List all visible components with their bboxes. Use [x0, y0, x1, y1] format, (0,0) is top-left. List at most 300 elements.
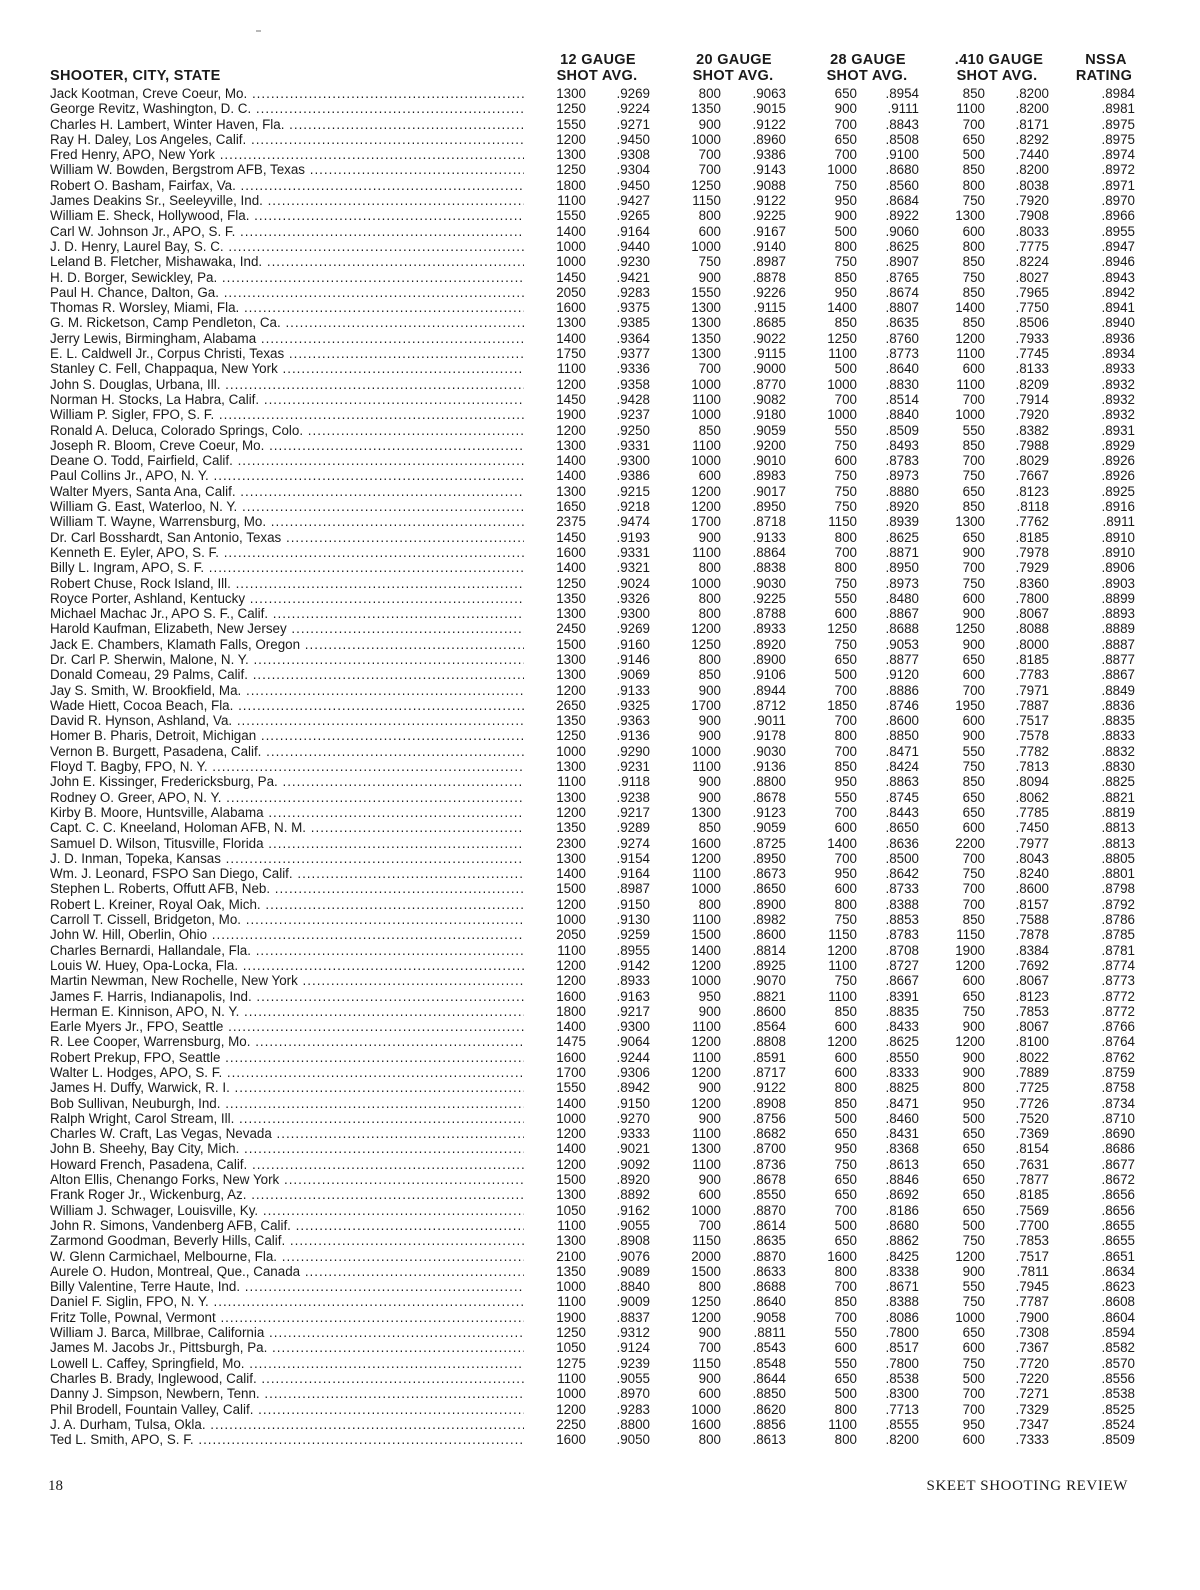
table-row [48, 897, 1138, 912]
shots-28-gauge: 500 [834, 223, 857, 239]
avg-12-gauge: .9363 [616, 713, 650, 729]
nssa-rating: .8899 [1101, 590, 1135, 606]
shots-12-gauge: 1400 [556, 560, 586, 576]
avg-12-gauge: .9237 [616, 407, 650, 423]
avg-12-gauge: .9163 [616, 988, 650, 1004]
shots-410-gauge: 900 [962, 728, 985, 744]
shots-28-gauge: 1100 [828, 346, 857, 362]
shots-28-gauge: 1400 [827, 300, 857, 316]
shots-28-gauge: 1850 [827, 697, 857, 713]
avg-410-gauge: .7800 [1015, 590, 1049, 606]
shots-28-gauge: 950 [834, 866, 857, 882]
table-row [48, 591, 1138, 606]
avg-20-gauge: .8908 [752, 1095, 786, 1111]
ratings-table [48, 86, 1138, 1447]
shooter-name: Robert L. Kreiner, Royal Oak, Mich. ..... [50, 897, 524, 912]
shooter-name: Carl W. Johnson Jr., APO, S. F. ..... [50, 224, 524, 239]
shots-410-gauge: 650 [962, 789, 985, 805]
avg-410-gauge: .8029 [1015, 453, 1049, 469]
shooter-name: James F. Harris, Indianapolis, Ind. ..... [50, 989, 524, 1004]
avg-410-gauge: .8240 [1015, 866, 1049, 882]
shots-20-gauge: 800 [698, 1432, 721, 1448]
shots-28-gauge: 800 [834, 896, 857, 912]
shooter-name: Danny J. Simpson, Newbern, Tenn. ..... [50, 1386, 524, 1401]
shots-28-gauge: 600 [834, 881, 857, 897]
nssa-rating: .8762 [1101, 1049, 1135, 1065]
shots-28-gauge: 650 [834, 1187, 857, 1203]
avg-12-gauge: .8800 [616, 1416, 650, 1432]
avg-410-gauge: .7988 [1015, 437, 1049, 453]
avg-12-gauge: .9440 [616, 238, 650, 254]
nssa-rating: .8911 [1102, 514, 1135, 530]
avg-28-gauge: .8388 [885, 896, 919, 912]
shots-410-gauge: 900 [962, 606, 985, 622]
shots-12-gauge: 1450 [556, 391, 586, 407]
table-row [48, 1264, 1138, 1279]
avg-410-gauge: .8600 [1015, 881, 1049, 897]
shots-20-gauge: 1000 [691, 1202, 721, 1218]
avg-20-gauge: .8640 [752, 1294, 786, 1310]
avg-12-gauge: .9421 [616, 269, 650, 285]
avg-28-gauge: .8850 [885, 728, 919, 744]
shots-410-gauge: 1000 [955, 407, 985, 423]
avg-28-gauge: .8625 [885, 1034, 919, 1050]
shots-20-gauge: 800 [698, 560, 721, 576]
table-row [48, 790, 1138, 805]
nssa-rating: .8655 [1101, 1217, 1135, 1233]
nssa-rating: .8772 [1101, 1003, 1135, 1019]
shooter-name: Zarmond Goodman, Beverly Hills, Calif. ..... [50, 1233, 524, 1248]
avg-410-gauge: .8067 [1015, 973, 1049, 989]
avg-410-gauge: .7725 [1015, 1080, 1049, 1096]
nssa-rating: .8604 [1101, 1309, 1135, 1325]
avg-20-gauge: .8682 [752, 1126, 786, 1142]
table-row [48, 1203, 1138, 1218]
avg-12-gauge: .9274 [616, 835, 650, 851]
table-row [48, 851, 1138, 866]
avg-20-gauge: .8920 [752, 636, 786, 652]
avg-410-gauge: .8157 [1015, 896, 1049, 912]
avg-28-gauge: .8886 [885, 682, 919, 698]
avg-20-gauge: .9133 [752, 529, 786, 545]
shots-28-gauge: 550 [834, 1355, 857, 1371]
shots-28-gauge: 800 [834, 560, 857, 576]
shots-20-gauge: 900 [698, 1110, 721, 1126]
header-28-gauge: 28 GAUGE [830, 52, 906, 68]
table-row [48, 1402, 1138, 1417]
table-row [48, 1356, 1138, 1371]
shots-12-gauge: 1800 [556, 177, 586, 193]
nssa-rating: .8830 [1101, 759, 1135, 775]
shooter-name: Charles W. Craft, Las Vegas, Nevada ..... [50, 1126, 524, 1141]
table-row [48, 530, 1138, 545]
avg-410-gauge: .8185 [1015, 529, 1049, 545]
shots-20-gauge: 1500 [691, 927, 721, 943]
shooter-name: E. L. Caldwell Jr., Corpus Christi, Texas ..... [50, 346, 524, 361]
shots-20-gauge: 1000 [691, 453, 721, 469]
avg-28-gauge: .9120 [885, 667, 919, 683]
avg-20-gauge: .9140 [752, 238, 786, 254]
avg-20-gauge: .8982 [752, 912, 786, 928]
avg-12-gauge: .9300 [616, 606, 650, 622]
avg-410-gauge: .7853 [1015, 1233, 1049, 1249]
nssa-rating: .8975 [1101, 131, 1135, 147]
shots-410-gauge: 750 [962, 1003, 985, 1019]
avg-20-gauge: .8614 [752, 1217, 786, 1233]
shots-410-gauge: 850 [962, 499, 985, 515]
shots-12-gauge: 1300 [556, 1233, 586, 1249]
avg-410-gauge: .7853 [1015, 1003, 1049, 1019]
shots-12-gauge: 1050 [556, 1340, 586, 1356]
avg-28-gauge: .8877 [885, 651, 919, 667]
avg-12-gauge: .9089 [616, 1263, 650, 1279]
shots-20-gauge: 1100 [692, 912, 721, 928]
shots-410-gauge: 850 [962, 774, 985, 790]
avg-20-gauge: .8838 [752, 560, 786, 576]
avg-410-gauge: .8033 [1015, 223, 1049, 239]
shots-28-gauge: 700 [834, 743, 857, 759]
nssa-rating: .8836 [1101, 697, 1135, 713]
shots-410-gauge: 1000 [955, 1309, 985, 1325]
avg-28-gauge: .8555 [885, 1416, 919, 1432]
avg-28-gauge: .8922 [885, 208, 919, 224]
shooter-name: Jerry Lewis, Birmingham, Alabama ..... [50, 331, 524, 346]
avg-12-gauge: .9146 [616, 651, 650, 667]
shots-12-gauge: 1000 [556, 238, 586, 254]
shooter-name: Rodney O. Greer, APO, N. Y. ..... [50, 790, 524, 805]
avg-410-gauge: .8043 [1015, 850, 1049, 866]
avg-12-gauge: .9244 [616, 1049, 650, 1065]
table-row [48, 1172, 1138, 1187]
shots-12-gauge: 1600 [556, 1432, 586, 1448]
shots-410-gauge: 500 [962, 147, 985, 163]
shots-12-gauge: 1550 [556, 1080, 586, 1096]
nssa-rating: .8710 [1101, 1110, 1135, 1126]
shots-20-gauge: 1000 [691, 1401, 721, 1417]
shooter-name: John W. Hill, Oberlin, Ohio ..... [50, 927, 524, 942]
shots-28-gauge: 900 [834, 208, 857, 224]
nssa-rating: .8781 [1101, 942, 1135, 958]
shots-28-gauge: 800 [834, 1432, 857, 1448]
avg-12-gauge: .9230 [616, 254, 650, 270]
shots-20-gauge: 2000 [691, 1248, 721, 1264]
avg-12-gauge: .9358 [616, 376, 650, 392]
shots-410-gauge: 700 [962, 391, 985, 407]
shots-410-gauge: 700 [962, 453, 985, 469]
shots-12-gauge: 1000 [556, 912, 586, 928]
shots-12-gauge: 1300 [556, 437, 586, 453]
shots-28-gauge: 650 [834, 1233, 857, 1249]
shots-28-gauge: 850 [834, 1294, 857, 1310]
avg-20-gauge: .8788 [752, 606, 786, 622]
avg-28-gauge: .8853 [885, 912, 919, 928]
shooter-name: David R. Hynson, Ashland, Va. ..... [50, 713, 524, 728]
avg-28-gauge: .8708 [885, 942, 919, 958]
avg-12-gauge: .9386 [616, 468, 650, 484]
nssa-rating: .8608 [1101, 1294, 1135, 1310]
shots-12-gauge: 1350 [556, 590, 586, 606]
shots-20-gauge: 1100 [692, 437, 721, 453]
shooter-name: Billy L. Ingram, APO, S. F. ..... [50, 560, 524, 575]
avg-20-gauge: .9136 [752, 759, 786, 775]
avg-12-gauge: .9271 [616, 116, 650, 132]
shots-410-gauge: 650 [962, 1187, 985, 1203]
shots-28-gauge: 600 [834, 1340, 857, 1356]
table-row [48, 1096, 1138, 1111]
shots-20-gauge: 600 [698, 1187, 721, 1203]
shots-20-gauge: 1600 [691, 835, 721, 851]
avg-410-gauge: .8067 [1015, 1019, 1049, 1035]
shots-410-gauge: 750 [962, 1233, 985, 1249]
shots-28-gauge: 900 [834, 101, 857, 117]
avg-12-gauge: .9055 [616, 1217, 650, 1233]
shots-12-gauge: 2050 [556, 927, 586, 943]
avg-28-gauge: .8825 [885, 1080, 919, 1096]
avg-410-gauge: .8038 [1015, 177, 1049, 193]
avg-12-gauge: .9215 [616, 483, 650, 499]
avg-12-gauge: .9308 [616, 147, 650, 163]
shots-28-gauge: 650 [834, 1126, 857, 1142]
nssa-rating: .8893 [1101, 606, 1135, 622]
table-row [48, 973, 1138, 988]
nssa-rating: .8798 [1101, 881, 1135, 897]
avg-410-gauge: .8094 [1015, 774, 1049, 790]
nssa-rating: .8910 [1101, 544, 1135, 560]
avg-28-gauge: .8733 [885, 881, 919, 897]
shots-12-gauge: 1275 [556, 1355, 586, 1371]
shots-20-gauge: 700 [698, 1340, 721, 1356]
shots-28-gauge: 550 [834, 422, 857, 438]
avg-12-gauge: .9333 [616, 1126, 650, 1142]
avg-20-gauge: .8650 [752, 881, 786, 897]
shots-20-gauge: 1100 [692, 866, 721, 882]
avg-20-gauge: .9088 [752, 177, 786, 193]
avg-20-gauge: .9030 [752, 575, 786, 591]
avg-20-gauge: .8591 [752, 1049, 786, 1065]
shooter-name: Martin Newman, New Rochelle, New York ..... [50, 973, 524, 988]
avg-20-gauge: .8756 [752, 1110, 786, 1126]
avg-410-gauge: .7908 [1015, 208, 1049, 224]
shots-12-gauge: 2300 [556, 835, 586, 851]
avg-20-gauge: .9070 [752, 973, 786, 989]
avg-20-gauge: .8808 [752, 1034, 786, 1050]
avg-28-gauge: .8640 [885, 361, 919, 377]
avg-20-gauge: .8821 [752, 988, 786, 1004]
shooter-name: Billy Valentine, Terre Haute, Ind. ..... [50, 1279, 524, 1294]
shots-410-gauge: 950 [962, 1416, 985, 1432]
avg-28-gauge: .8765 [885, 269, 919, 285]
shots-20-gauge: 1100 [692, 1126, 721, 1142]
shots-28-gauge: 800 [834, 238, 857, 254]
shots-20-gauge: 1100 [692, 1019, 721, 1035]
shots-410-gauge: 750 [962, 193, 985, 209]
nssa-rating: .8906 [1101, 560, 1135, 576]
nssa-rating: .8801 [1101, 866, 1135, 882]
shooter-name: Jay S. Smith, W. Brookfield, Ma. ..... [50, 683, 524, 698]
shots-28-gauge: 750 [834, 177, 857, 193]
nssa-rating: .8887 [1101, 636, 1135, 652]
shots-410-gauge: 900 [962, 1049, 985, 1065]
avg-20-gauge: .8700 [752, 1141, 786, 1157]
avg-410-gauge: .7750 [1015, 300, 1049, 316]
nssa-rating: .8509 [1101, 1432, 1135, 1448]
shooter-name: William E. Sheck, Hollywood, Fla. ..... [50, 208, 524, 223]
header-410-gauge: .410 GAUGE [954, 52, 1044, 68]
shooter-name: Ronald A. Deluca, Colorado Springs, Colo. ..... [50, 423, 524, 438]
avg-28-gauge: .8907 [885, 254, 919, 270]
avg-12-gauge: .8840 [616, 1279, 650, 1295]
avg-28-gauge: .9100 [885, 147, 919, 163]
avg-20-gauge: .9022 [752, 330, 786, 346]
shots-12-gauge: 2375 [556, 514, 586, 530]
avg-28-gauge: .8867 [885, 606, 919, 622]
shots-20-gauge: 1200 [691, 957, 721, 973]
avg-20-gauge: .8712 [752, 697, 786, 713]
shooter-name: William J. Barca, Millbrae, California ..... [50, 1325, 524, 1340]
table-row [48, 514, 1138, 529]
shots-12-gauge: 1300 [556, 789, 586, 805]
avg-20-gauge: .8550 [752, 1187, 786, 1203]
shots-12-gauge: 1300 [556, 147, 586, 163]
avg-28-gauge: .8471 [885, 743, 919, 759]
shooter-name: Ted L. Smith, APO, S. F. ..... [50, 1432, 524, 1447]
shots-28-gauge: 1200 [827, 1034, 857, 1050]
nssa-rating: .8634 [1101, 1263, 1135, 1279]
avg-12-gauge: .9193 [616, 529, 650, 545]
avg-410-gauge: .7520 [1015, 1110, 1049, 1126]
shots-28-gauge: 600 [834, 1049, 857, 1065]
avg-20-gauge: .8864 [752, 544, 786, 560]
shots-28-gauge: 550 [834, 1325, 857, 1341]
shooter-name: Vernon B. Burgett, Pasadena, Calif. ..... [50, 744, 524, 759]
shots-28-gauge: 800 [834, 1263, 857, 1279]
shots-410-gauge: 1400 [955, 300, 985, 316]
avg-12-gauge: .9009 [616, 1294, 650, 1310]
shots-410-gauge: 850 [962, 254, 985, 270]
avg-410-gauge: .7450 [1015, 820, 1049, 836]
shots-12-gauge: 1300 [556, 759, 586, 775]
nssa-rating: .8825 [1101, 774, 1135, 790]
avg-12-gauge: .9428 [616, 391, 650, 407]
avg-410-gauge: .8062 [1015, 789, 1049, 805]
shots-410-gauge: 600 [962, 820, 985, 836]
table-row [48, 438, 1138, 453]
table-row [48, 1432, 1138, 1447]
table-row [48, 560, 1138, 575]
avg-410-gauge: .7813 [1015, 759, 1049, 775]
shots-12-gauge: 1500 [556, 636, 586, 652]
avg-410-gauge: .8224 [1015, 254, 1049, 270]
avg-12-gauge: .9130 [616, 912, 650, 928]
avg-20-gauge: .9011 [753, 713, 786, 729]
avg-28-gauge: .8538 [885, 1370, 919, 1386]
table-row [48, 453, 1138, 468]
avg-12-gauge: .9250 [616, 422, 650, 438]
table-row [48, 1050, 1138, 1065]
shots-20-gauge: 1250 [691, 1294, 721, 1310]
avg-28-gauge: .8760 [885, 330, 919, 346]
avg-12-gauge: .9331 [616, 544, 650, 560]
avg-410-gauge: .7762 [1015, 514, 1049, 530]
shooter-name: William J. Schwager, Louisville, Ky. ..... [50, 1203, 524, 1218]
shots-12-gauge: 1000 [556, 1110, 586, 1126]
shots-410-gauge: 1100 [956, 346, 985, 362]
avg-20-gauge: .9122 [752, 193, 786, 209]
shots-410-gauge: 900 [962, 636, 985, 652]
avg-20-gauge: .8548 [752, 1355, 786, 1371]
avg-20-gauge: .9030 [752, 743, 786, 759]
shooter-name: Fritz Tolle, Pownal, Vermont ..... [50, 1310, 524, 1325]
shots-20-gauge: 1000 [691, 407, 721, 423]
shooter-name: Kenneth E. Eyler, APO, S. F. ..... [50, 545, 524, 560]
shooter-name: Bob Sullivan, Neuburgh, Ind. ..... [50, 1096, 524, 1111]
table-row [48, 1187, 1138, 1202]
avg-28-gauge: .8642 [885, 866, 919, 882]
shots-20-gauge: 1000 [691, 973, 721, 989]
avg-410-gauge: .8384 [1015, 942, 1049, 958]
shooter-name: Samuel D. Wilson, Titusville, Florida ..... [50, 836, 524, 851]
avg-12-gauge: .9064 [616, 1034, 650, 1050]
avg-28-gauge: .8843 [885, 116, 919, 132]
nssa-rating: .8582 [1101, 1340, 1135, 1356]
shots-12-gauge: 1200 [556, 131, 586, 147]
table-row [48, 1111, 1138, 1126]
shots-28-gauge: 650 [834, 86, 857, 101]
shots-20-gauge: 1150 [692, 1355, 721, 1371]
shots-12-gauge: 1250 [556, 575, 586, 591]
shots-28-gauge: 500 [834, 1386, 857, 1402]
shots-12-gauge: 1200 [556, 957, 586, 973]
shooter-name: James Deakins Sr., Seeleyville, Ind. ..... [50, 193, 524, 208]
shooter-name: John E. Kissinger, Fredericksburg, Pa. ..... [50, 774, 524, 789]
shots-20-gauge: 900 [698, 1003, 721, 1019]
avg-20-gauge: .9122 [752, 116, 786, 132]
avg-20-gauge: .8620 [752, 1401, 786, 1417]
shots-410-gauge: 750 [962, 759, 985, 775]
shots-28-gauge: 850 [834, 759, 857, 775]
shots-410-gauge: 750 [962, 269, 985, 285]
avg-12-gauge: .8837 [616, 1309, 650, 1325]
avg-28-gauge: .8500 [885, 850, 919, 866]
shots-28-gauge: 1000 [827, 376, 857, 392]
avg-28-gauge: .8368 [885, 1141, 919, 1157]
avg-28-gauge: .8746 [885, 697, 919, 713]
avg-12-gauge: .9265 [616, 208, 650, 224]
shooter-name: Stephen L. Roberts, Offutt AFB, Neb. ..... [50, 881, 524, 896]
avg-20-gauge: .9200 [752, 437, 786, 453]
shooter-name: Walter Myers, Santa Ana, Calif. ..... [50, 484, 524, 499]
avg-410-gauge: .7745 [1015, 346, 1049, 362]
table-row [48, 208, 1138, 223]
shots-12-gauge: 1100 [557, 361, 586, 377]
avg-410-gauge: .7726 [1015, 1095, 1049, 1111]
shots-28-gauge: 1250 [827, 621, 857, 637]
avg-410-gauge: .7782 [1015, 743, 1049, 759]
shots-410-gauge: 950 [962, 1095, 985, 1111]
shots-410-gauge: 650 [962, 483, 985, 499]
shots-410-gauge: 1100 [956, 101, 985, 117]
nssa-rating: .8785 [1101, 927, 1135, 943]
avg-28-gauge: .8692 [885, 1187, 919, 1203]
table-row [48, 239, 1138, 254]
nssa-rating: .8942 [1101, 284, 1135, 300]
avg-12-gauge: .9055 [616, 1370, 650, 1386]
nssa-rating: .8821 [1101, 789, 1135, 805]
avg-28-gauge: .8514 [885, 391, 919, 407]
nssa-rating: .8556 [1101, 1370, 1135, 1386]
shots-12-gauge: 1900 [556, 1309, 586, 1325]
avg-28-gauge: .8550 [885, 1049, 919, 1065]
